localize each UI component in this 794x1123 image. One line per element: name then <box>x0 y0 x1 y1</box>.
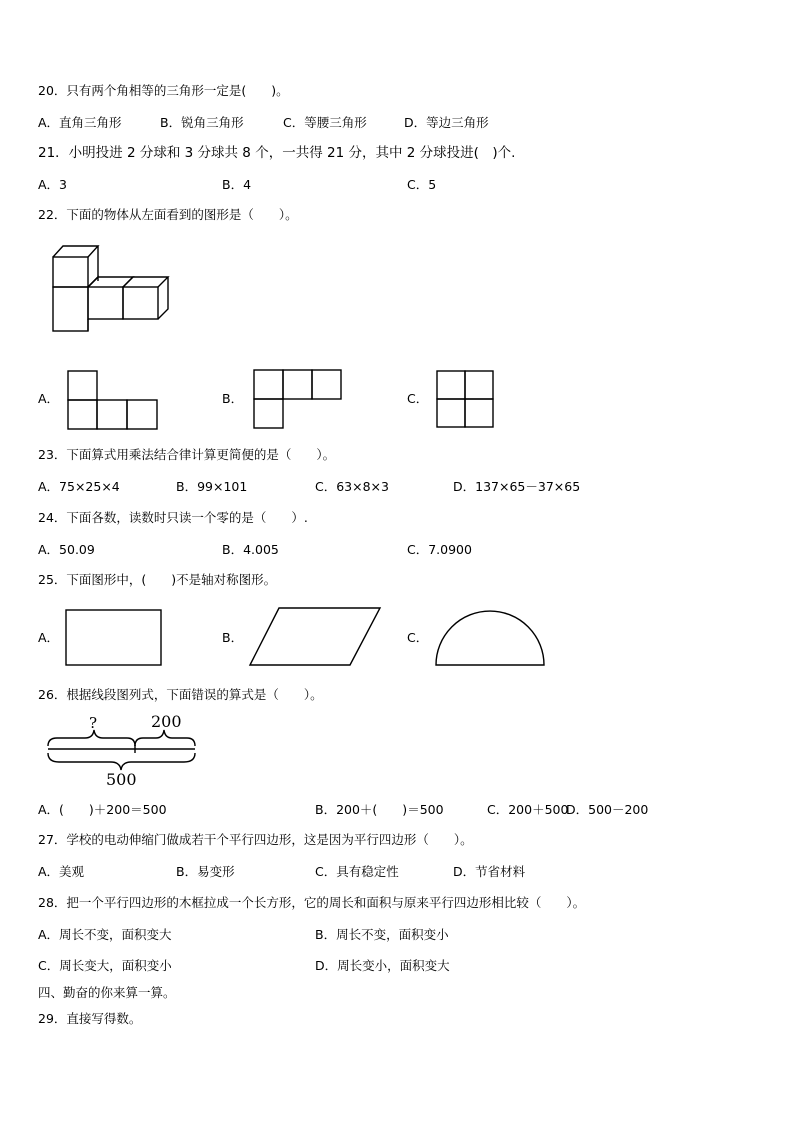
q22-option-a-figure <box>67 370 159 430</box>
question-26-stem: 26．根据线段图列式，下面错误的算式是（ ）。 <box>38 687 323 702</box>
q20-option-d[interactable]: D．等边三角形 <box>404 115 489 130</box>
q22-option-b-figure <box>253 369 343 429</box>
q26-option-b[interactable]: B．200＋( )＝500 <box>315 802 444 817</box>
question-27-stem: 27．学校的电动伸缩门做成若干个平行四边形，这是因为平行四边形（ ）。 <box>38 832 473 847</box>
q23-option-b[interactable]: B．99×101 <box>176 479 248 494</box>
q22-option-c-figure <box>436 370 496 430</box>
q27-option-d[interactable]: D．节省材料 <box>453 864 526 879</box>
q27-option-b[interactable]: B．易变形 <box>176 864 235 879</box>
q24-option-a[interactable]: A．50.09 <box>38 542 95 557</box>
q21-option-c[interactable]: C．5 <box>407 177 437 192</box>
question-29-stem: 29．直接写得数。 <box>38 1011 142 1026</box>
q20-option-c[interactable]: C．等腰三角形 <box>283 115 367 130</box>
q24-option-c[interactable]: C．7.0900 <box>407 542 472 557</box>
question-24-stem: 24．下面各数，读数时只读一个零的是（ ）. <box>38 510 308 525</box>
q23-option-c[interactable]: C．63×8×3 <box>315 479 389 494</box>
q21-option-b[interactable]: B．4 <box>222 177 252 192</box>
q27-option-c[interactable]: C．具有稳定性 <box>315 864 399 879</box>
q25-parallelogram-figure <box>249 607 383 667</box>
q23-option-a[interactable]: A．75×25×4 <box>38 479 120 494</box>
question-21-stem: 21．小明投进 2 分球和 3 分球共 8 个，一共得 21 分，其中 2 分球投进( )个. <box>38 145 516 161</box>
q25-option-b[interactable]: B． <box>222 630 244 645</box>
question-25-stem: 25．下面图形中，( )不是轴对称图形。 <box>38 572 277 587</box>
question-20-stem: 20．只有两个角相等的三角形一定是( )。 <box>38 83 289 98</box>
q25-rectangle-figure <box>65 609 163 667</box>
q21-option-a[interactable]: A．3 <box>38 177 68 192</box>
question-28-stem: 28．把一个平行四边形的木框拉成一个长方形，它的周长和面积与原来平行四边形相比较（ ）。 <box>38 895 586 910</box>
q25-option-c[interactable]: C． <box>407 630 429 645</box>
q28-option-b[interactable]: B．周长不变，面积变小 <box>315 927 449 942</box>
section-4-title: 四、勤奋的你来算一算。 <box>38 985 176 1000</box>
q25-option-a[interactable]: A． <box>38 630 60 645</box>
q22-option-b[interactable]: B． <box>222 391 244 406</box>
question-23-stem: 23．下面算式用乘法结合律计算更简便的是（ ）。 <box>38 447 336 462</box>
q28-option-c[interactable]: C．周长变大，面积变小 <box>38 958 172 973</box>
q26-option-d[interactable]: D．500－200 <box>566 802 649 817</box>
diagram-part-label: 200 <box>151 712 182 731</box>
diagram-unknown-label: ? <box>89 714 98 732</box>
q20-option-b[interactable]: B．锐角三角形 <box>160 115 244 130</box>
q26-option-c[interactable]: C．200＋500 <box>487 802 569 817</box>
question-22-stem: 22．下面的物体从左面看到的图形是（ ）。 <box>38 207 298 222</box>
q22-option-a[interactable]: A． <box>38 391 60 406</box>
q26-option-a[interactable]: A．( )＋200＝500 <box>38 802 167 817</box>
q28-option-a[interactable]: A．周长不变，面积变大 <box>38 927 172 942</box>
diagram-total-label: 500 <box>106 770 137 789</box>
q27-option-a[interactable]: A．美观 <box>38 864 85 879</box>
q24-option-b[interactable]: B．4.005 <box>222 542 279 557</box>
q20-option-a[interactable]: A．直角三角形 <box>38 115 122 130</box>
q28-option-d[interactable]: D．周长变小，面积变大 <box>315 958 450 973</box>
q23-option-d[interactable]: D．137×65－37×65 <box>453 479 581 494</box>
cube-solid-figure <box>50 240 165 335</box>
q22-option-c[interactable]: C． <box>407 391 429 406</box>
q25-semicircle-figure <box>435 610 547 668</box>
line-segment-diagram <box>45 712 205 792</box>
